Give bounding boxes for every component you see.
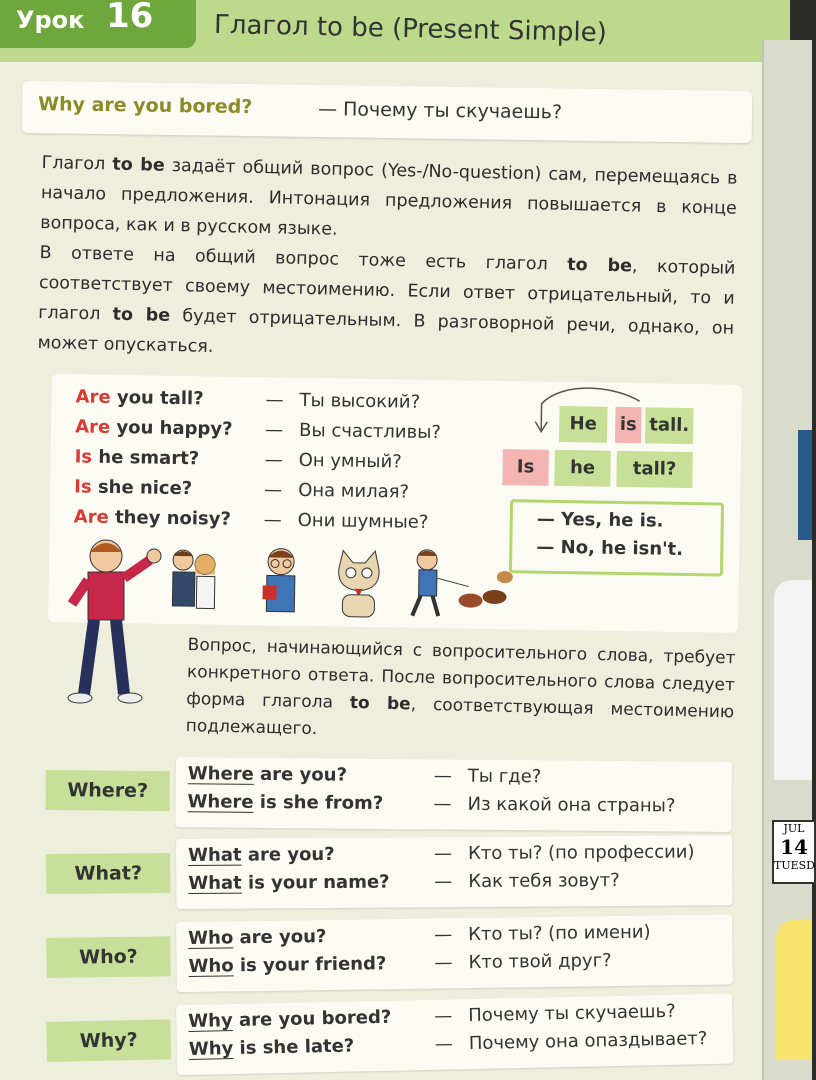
answer-yes: — Yes, he is.	[536, 508, 664, 532]
word-cell: he	[554, 450, 611, 487]
wh-question: is your name?	[241, 871, 390, 894]
cat-illustration-icon	[328, 548, 389, 619]
lesson-number: 16	[106, 0, 154, 36]
example-row	[75, 416, 495, 449]
next-page-edge	[762, 40, 815, 1080]
example-dash: —	[263, 509, 282, 531]
wh-dash: —	[434, 1033, 454, 1055]
wh-dash: —	[434, 952, 453, 974]
wh-word: Why	[188, 1038, 234, 1060]
wh-dash: —	[434, 1005, 453, 1027]
wh-line	[187, 791, 727, 822]
wh-word: Where	[187, 791, 254, 813]
wh-word: Why	[188, 1010, 233, 1032]
calendar-weekday: TUESD	[774, 859, 815, 872]
example-row	[75, 386, 495, 419]
wh-dash: —	[434, 843, 453, 865]
wh-label: Where?	[46, 770, 170, 811]
wh-translation: Кто ты? (по профессии)	[468, 841, 695, 865]
wh-question: is she late?	[233, 1035, 355, 1060]
subtitle-russian: — Почему ты скучаешь?	[317, 98, 563, 124]
wh-question: is she from?	[253, 791, 384, 814]
example-translation: Они шумные?	[297, 509, 429, 533]
wh-card	[175, 757, 732, 832]
example-translation: Он умный?	[298, 449, 402, 473]
wh-line	[188, 869, 728, 899]
example-verb: Are	[75, 386, 111, 408]
intro-text-run: , который соответствует своему местоимению. Если ответ отрицательный, то и глагол	[38, 256, 736, 325]
wh-word: Who	[188, 955, 234, 977]
word-cell: tall?	[616, 451, 693, 488]
word-cell: He	[559, 406, 608, 443]
example-verb: Is	[74, 446, 93, 468]
intro-paragraph-1	[40, 148, 738, 254]
calendar-month: JUL	[783, 822, 805, 835]
intro-text-run: задаёт общий вопрос (Yes-/No-question) сам, перемещаясь в начало предложения. Интонация предложения повышается в конце вопроса, как и в русском языке.	[40, 155, 738, 240]
intro-text-run: Глагол	[41, 152, 113, 175]
board-illustration-icon	[798, 430, 812, 540]
example-verb: Are	[75, 416, 111, 438]
wh-question: are you bored?	[232, 1006, 392, 1032]
example-question: she nice?	[91, 476, 193, 500]
word-cell-verb: is	[615, 407, 642, 443]
intro-keyword: to be	[112, 304, 171, 326]
word-cell: tall.	[645, 407, 694, 444]
wh-word: What	[188, 872, 242, 894]
wh-translation: Из какой она страны?	[467, 793, 676, 817]
wh-dash: —	[434, 871, 453, 893]
intro-keyword: to be	[567, 254, 633, 277]
answer-box	[509, 499, 724, 576]
example-question: you happy?	[110, 416, 233, 440]
wh-label: What?	[46, 853, 170, 894]
couple-illustration-icon	[168, 546, 219, 617]
boy-with-dogs-illustration-icon	[408, 546, 519, 624]
example-row	[74, 446, 494, 479]
waving-boy-illustration-icon	[58, 534, 168, 714]
wh-card	[176, 835, 732, 909]
intro-text-run: В ответе на общий вопрос тоже есть глагол	[39, 242, 568, 275]
wh-question: is your friend?	[233, 953, 387, 977]
lesson-header	[0, 0, 790, 62]
wh-question-description	[185, 632, 735, 753]
lesson-title: Глагол to be (Present Simple)	[213, 9, 608, 49]
wh-dash: —	[433, 793, 452, 815]
wh-label: Why?	[46, 1019, 171, 1062]
example-verb: Are	[73, 506, 109, 528]
wh-question-block-where	[43, 756, 734, 832]
example-translation: Она милая?	[298, 479, 410, 503]
subtitle-bar	[22, 81, 753, 143]
subtitle-english: Why are you bored?	[37, 93, 253, 119]
lesson-word: Урок	[16, 6, 85, 34]
wh-card	[176, 994, 733, 1076]
wh-question-block-why	[44, 994, 735, 1078]
intro-text	[37, 148, 738, 374]
calendar-day: 14	[780, 835, 808, 859]
wh-line	[188, 763, 728, 794]
example-dash: —	[265, 389, 284, 411]
example-dash: —	[264, 479, 283, 501]
description-text-run: , соответствующая местоимению подлежащего.	[185, 694, 735, 740]
example-dash: —	[264, 419, 284, 441]
wh-question: are you?	[241, 843, 335, 866]
wh-translation: Почему ты скучаешь?	[468, 1000, 676, 1027]
example-translation: Ты высокий?	[299, 389, 421, 413]
example-row	[74, 476, 494, 509]
example-question: he smart?	[91, 446, 200, 470]
wh-dash: —	[433, 765, 452, 787]
smart-boy-illustration-icon	[258, 545, 303, 618]
example-translation: Вы счастливы?	[298, 419, 442, 444]
intro-keyword: to be	[112, 154, 165, 176]
description-text-run: Вопрос, начинающийся с вопросительного слова, требует конкретного ответа. После вопросительного слова следует форма глагола	[186, 634, 736, 713]
intro-text-run: будет отрицательным. В разговорной речи, однако, он может опускаться.	[37, 305, 735, 357]
doctor-illustration-icon	[774, 580, 812, 780]
wh-question: are you?	[253, 763, 348, 786]
answer-no: — No, he isn't.	[536, 536, 684, 560]
intro-paragraph-2	[37, 238, 736, 374]
wh-line	[188, 841, 728, 871]
example-question: you tall?	[110, 386, 204, 410]
wh-label: Who?	[46, 936, 171, 978]
wh-translation: Кто твой друг?	[468, 950, 612, 974]
wh-dash: —	[434, 924, 453, 946]
lesson-tab	[0, 0, 196, 48]
word-cell-verb: Is	[502, 449, 549, 486]
description-keyword: to be	[349, 692, 411, 715]
wh-card	[176, 914, 733, 992]
wh-translation: Почему она опаздывает?	[468, 1028, 708, 1055]
wh-word: Who	[188, 927, 234, 949]
calendar-icon	[772, 820, 816, 884]
wh-translation: Кто ты? (по имени)	[468, 921, 651, 946]
wh-question-block-what	[44, 835, 734, 910]
wh-question-block-who	[44, 914, 735, 994]
wh-translation: Как тебя зовут?	[468, 869, 620, 893]
wh-translation: Ты где?	[467, 765, 542, 788]
wh-line	[188, 948, 728, 982]
example-question: they noisy?	[108, 506, 232, 530]
wh-word: Where	[187, 763, 254, 785]
girl-illustration-icon	[776, 920, 812, 1060]
example-verb: Is	[74, 476, 92, 498]
wh-word: What	[188, 844, 242, 866]
wh-question: are you?	[233, 926, 327, 949]
example-dash: —	[264, 449, 283, 471]
